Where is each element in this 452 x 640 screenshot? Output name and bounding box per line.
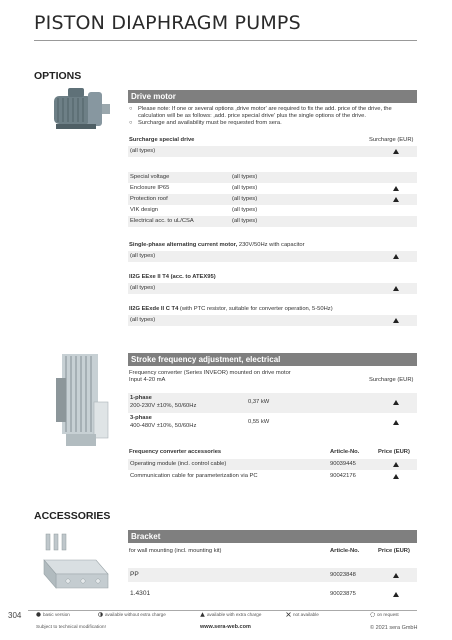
legend-with-charge: [200, 612, 261, 617]
phase-power: 0,37 kW: [248, 399, 270, 405]
subject-to-modification: Subject to technical modification!: [36, 625, 106, 630]
triangle-icon: [393, 286, 399, 291]
row-label: Communication cable for parameterization via PC: [130, 473, 258, 479]
triangle-icon: [393, 254, 399, 259]
bracket-row-pp: [128, 568, 417, 582]
special-drive-row: [128, 146, 417, 157]
legend-on-request: [370, 612, 399, 617]
legend-label: available without extra charge: [105, 612, 166, 617]
legend-without-charge: [98, 612, 166, 617]
triangle-icon: [393, 197, 399, 202]
footer-divider: [28, 610, 417, 611]
note-line-1: Please note: If one or several options ‚drive motor' are required to fix the add. price of the drive, the: [138, 106, 392, 112]
row-label: Electrical acc. to uL/CSA: [130, 218, 194, 224]
stroke-frequency-bar: Stroke frequency adjustment, electrical: [128, 353, 417, 366]
options-heading: OPTIONS: [34, 70, 82, 82]
acc-price-header: Price (EUR): [378, 449, 410, 455]
cross-icon: [286, 612, 291, 617]
triangle-icon: [393, 474, 399, 479]
stroke-surcharge-header: Surcharge (EUR): [369, 377, 414, 383]
row-value: (all types): [232, 207, 258, 213]
row-label: 1.4301: [130, 590, 151, 597]
row-article: 90023875: [330, 591, 356, 597]
accessories-heading: ACCESSORIES: [34, 510, 111, 522]
converter-accessories-heading: Frequency converter accessories: [129, 449, 222, 455]
triangle-icon: [393, 318, 399, 323]
bracket-article-header: Article-No.: [330, 548, 360, 554]
single-phase-heading: [129, 242, 305, 249]
row-article: 90023848: [330, 572, 356, 578]
row-value: (all types): [232, 196, 258, 202]
eexde-rest: (with PTC resistor, suitable for converter operation, 5-50Hz): [178, 306, 333, 312]
phase-row-2: [128, 413, 417, 433]
surcharge-column-header: Surcharge (EUR): [369, 137, 414, 143]
phase-spec: 200-230V ±10%, 50/60Hz: [130, 403, 197, 409]
triangle-icon: [393, 400, 399, 405]
single-phase-rest: 230V/50Hz with capacitor: [237, 242, 305, 248]
legend-label: available with extra charge: [207, 612, 262, 617]
row-label: Protection roof: [130, 196, 168, 202]
bracket-image: [38, 530, 118, 595]
triangle-icon: [393, 420, 399, 425]
triangle-icon: [393, 592, 399, 597]
phase-name: 3-phase: [130, 415, 152, 421]
eexde-heading: [129, 306, 333, 313]
converter-line-1: Frequency converter (Series INVEOR) mounted on drive motor: [129, 370, 291, 376]
bracket-description: for wall mounting (incl. mounting kit): [129, 548, 222, 554]
note-bullet-icon: ○: [129, 106, 133, 112]
filled-circle-icon: [36, 612, 41, 617]
atex-heading: II2G EExe II T4 (acc. to ATEX95): [129, 274, 216, 280]
note-bullet-icon: ○: [129, 120, 133, 126]
option-row-vik-design: [128, 205, 417, 216]
dashed-circle-icon: [370, 612, 375, 617]
row-label: Operating module (incl. control cable): [130, 461, 227, 467]
phase-row-1: [128, 393, 417, 413]
eexde-bold: II2G EExde II C T4: [129, 306, 179, 312]
legend-not-available: [286, 612, 319, 617]
option-row-special-voltage: [128, 172, 417, 183]
legend-label: basic version: [43, 612, 70, 617]
accessory-row-operating-module: [128, 459, 417, 470]
bracket-row-steel: [128, 587, 417, 601]
option-row-electrical-ul-csa: [128, 216, 417, 227]
single-phase-bold: Single-phase alternating current motor,: [129, 242, 238, 248]
row-value: (all types): [232, 174, 258, 180]
triangle-icon: [393, 573, 399, 578]
page-title: PISTON DIAPHRAGM PUMPS: [34, 12, 301, 34]
note-line-3: Surcharge and availability must be requested from sera.: [138, 120, 282, 126]
row-label: Enclosure IP65: [130, 185, 170, 191]
note-line-2: calculation will be as follows: ‚add. price special drive' plus the single options of the drive.: [138, 113, 366, 119]
page-number: 304: [8, 611, 22, 620]
row-label: (all types): [130, 148, 156, 154]
drive-motor-image: [48, 86, 118, 136]
legend-label: on request: [377, 612, 399, 617]
drive-motor-bar: Drive motor: [128, 90, 417, 103]
acc-article-header: Article-No.: [330, 449, 360, 455]
row-label: (all types): [130, 317, 156, 323]
row-label: VIK design: [130, 207, 159, 213]
copyright: © 2021 sera GmbH: [370, 625, 418, 631]
half-circle-icon: [98, 612, 103, 617]
option-row-enclosure-ip65: [128, 183, 417, 194]
converter-line-2: Input 4-20 mA: [129, 377, 166, 383]
row-label: PP: [130, 571, 139, 578]
website-link[interactable]: www.sera-web.com: [200, 624, 251, 630]
option-row-protection-roof: [128, 194, 417, 205]
surcharge-special-drive-label: Surcharge special drive: [129, 137, 195, 143]
phase-power: 0,55 kW: [248, 419, 270, 425]
triangle-icon: [393, 186, 399, 191]
row-label: (all types): [130, 285, 156, 291]
triangle-icon: [393, 149, 399, 154]
frequency-converter-image: [52, 352, 114, 452]
single-phase-row: [128, 251, 417, 262]
title-divider: [34, 40, 417, 41]
eexde-row: [128, 315, 417, 326]
phase-spec: 400-480V ±10%, 50/60Hz: [130, 423, 197, 429]
row-value: (all types): [232, 218, 258, 224]
row-label: Special voltage: [130, 174, 170, 180]
row-article: 90042176: [330, 473, 356, 479]
legend-basic-version: [36, 612, 70, 617]
bracket-price-header: Price (EUR): [378, 548, 410, 554]
accessory-row-communication-cable: [128, 471, 417, 482]
triangle-icon: [393, 462, 399, 467]
atex-row: [128, 283, 417, 294]
row-label: (all types): [130, 253, 156, 259]
row-value: (all types): [232, 185, 258, 191]
legend-label: not available: [293, 612, 319, 617]
row-article: 90039445: [330, 461, 356, 467]
phase-name: 1-phase: [130, 395, 152, 401]
bracket-bar: Bracket: [128, 530, 417, 543]
triangle-icon: [200, 612, 205, 617]
